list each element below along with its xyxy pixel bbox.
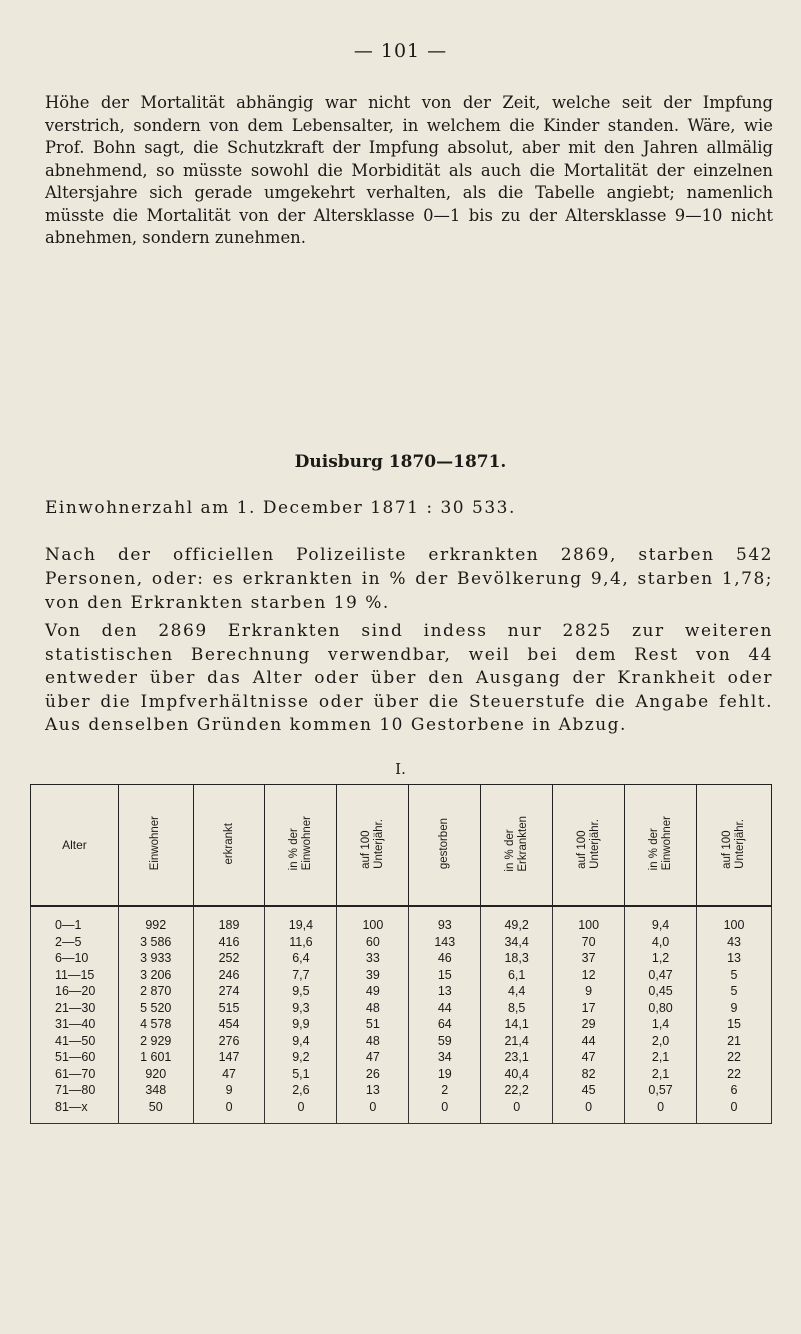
value-cell: 5,1 [265, 1066, 337, 1083]
value-cell: 47 [337, 1049, 409, 1066]
value-cell: 4,0 [625, 934, 697, 951]
value-cell: 39 [337, 967, 409, 984]
value-cell: 33 [337, 950, 409, 967]
age-cell: 6—10 [31, 950, 119, 967]
column-header [553, 785, 625, 907]
table-row [31, 1099, 772, 1124]
column-header [697, 785, 772, 907]
table-row [31, 983, 772, 1000]
value-cell: 0 [481, 1099, 553, 1124]
value-cell: 22,2 [481, 1082, 553, 1099]
value-cell: 0,57 [625, 1082, 697, 1099]
value-cell: 49 [337, 983, 409, 1000]
value-cell: 9,4 [625, 906, 697, 934]
value-cell: 43 [697, 934, 772, 951]
value-cell: 7,7 [265, 967, 337, 984]
value-cell: 252 [193, 950, 265, 967]
value-cell: 0 [337, 1099, 409, 1124]
value-cell: 0,45 [625, 983, 697, 1000]
value-cell: 8,5 [481, 1000, 553, 1017]
value-cell: 93 [409, 906, 481, 934]
value-cell: 147 [193, 1049, 265, 1066]
column-header [265, 785, 337, 907]
value-cell: 13 [697, 950, 772, 967]
value-cell: 11,6 [265, 934, 337, 951]
age-cell: 31—40 [31, 1016, 119, 1033]
age-cell: 16—20 [31, 983, 119, 1000]
column-header-label: in % der Einwohner [287, 816, 313, 871]
value-cell: 143 [409, 934, 481, 951]
value-cell: 0 [265, 1099, 337, 1124]
value-cell: 17 [553, 1000, 625, 1017]
value-cell: 454 [193, 1016, 265, 1033]
value-cell: 9 [193, 1082, 265, 1099]
paragraph-usable-cases: Von den 2869 Erkrankten sind indess nur 2825 zur weiteren statistischen Berechnung verwendbar, weil bei dem Rest von 44 entweder über das Alter oder über den Ausgang der Krankheit oder über die Impfverhältnisse oder über die Steuerstufe die Angabe fehlt. Aus denselben Gründen kommen 10 Gestorbene in Abzug. [45, 621, 773, 735]
column-header [409, 785, 481, 907]
value-cell: 60 [337, 934, 409, 951]
column-header [193, 785, 265, 907]
value-cell: 3 933 [118, 950, 193, 967]
value-cell: 50 [118, 1099, 193, 1124]
table-header-row [31, 785, 772, 907]
age-cell: 41—50 [31, 1033, 119, 1050]
value-cell: 6,4 [265, 950, 337, 967]
value-cell: 0 [409, 1099, 481, 1124]
section-heading-duisburg: Duisburg 1870—1871. [294, 452, 507, 472]
value-cell: 15 [409, 967, 481, 984]
value-cell: 246 [193, 967, 265, 984]
value-cell: 9,2 [265, 1049, 337, 1066]
value-cell: 2,0 [625, 1033, 697, 1050]
value-cell: 2 870 [118, 983, 193, 1000]
value-cell: 0,47 [625, 967, 697, 984]
table-body [31, 906, 772, 1124]
value-cell: 100 [697, 906, 772, 934]
value-cell: 3 206 [118, 967, 193, 984]
value-cell: 2,6 [265, 1082, 337, 1099]
value-cell: 4,4 [481, 983, 553, 1000]
value-cell: 1,2 [625, 950, 697, 967]
value-cell: 9,9 [265, 1016, 337, 1033]
value-cell: 2 929 [118, 1033, 193, 1050]
value-cell: 9 [697, 1000, 772, 1017]
column-header-label: in % der Einwohner [647, 816, 673, 871]
value-cell: 21,4 [481, 1033, 553, 1050]
value-cell: 9,4 [265, 1033, 337, 1050]
value-cell: 18,3 [481, 950, 553, 967]
table-row [31, 1016, 772, 1033]
value-cell: 44 [409, 1000, 481, 1017]
age-cell: 71—80 [31, 1082, 119, 1099]
column-header-label: auf 100 Unterjähr. [359, 818, 385, 869]
value-cell: 3 586 [118, 934, 193, 951]
value-cell: 189 [193, 906, 265, 934]
value-cell: 348 [118, 1082, 193, 1099]
age-cell: 21—30 [31, 1000, 119, 1017]
age-cell: 61—70 [31, 1066, 119, 1083]
column-header-label: auf 100 Unterjähr. [721, 818, 747, 869]
value-cell: 416 [193, 934, 265, 951]
value-cell: 100 [337, 906, 409, 934]
table-row [31, 934, 772, 951]
paragraph-police-list: Nach der officiellen Polizeiliste erkrankten 2869, starben 542 Personen, oder: es erkrankten in % der Bevölkerung 9,4, starben 1,78; von den Erkrankten starben 19 %. [45, 545, 773, 613]
value-cell: 48 [337, 1033, 409, 1050]
value-cell: 1,4 [625, 1016, 697, 1033]
column-header [337, 785, 409, 907]
age-cell: 11—15 [31, 967, 119, 984]
value-cell: 13 [337, 1082, 409, 1099]
table-row [31, 906, 772, 934]
value-cell: 59 [409, 1033, 481, 1050]
value-cell: 23,1 [481, 1049, 553, 1066]
table-row [31, 1049, 772, 1066]
value-cell: 40,4 [481, 1066, 553, 1083]
value-cell: 46 [409, 950, 481, 967]
value-cell: 82 [553, 1066, 625, 1083]
page-number: — 101 — [353, 40, 448, 62]
value-cell: 21 [697, 1033, 772, 1050]
value-cell: 0 [625, 1099, 697, 1124]
value-cell: 15 [697, 1016, 772, 1033]
age-cell: 81—x [31, 1099, 119, 1124]
table-row [31, 1082, 772, 1099]
value-cell: 44 [553, 1033, 625, 1050]
value-cell: 34 [409, 1049, 481, 1066]
age-cell: 2—5 [31, 934, 119, 951]
value-cell: 515 [193, 1000, 265, 1017]
table-row [31, 967, 772, 984]
column-header-label: Alter [62, 838, 87, 852]
column-header [31, 785, 119, 907]
value-cell: 992 [118, 906, 193, 934]
value-cell: 22 [697, 1049, 772, 1066]
value-cell: 1 601 [118, 1049, 193, 1066]
value-cell: 47 [193, 1066, 265, 1083]
value-cell: 2,1 [625, 1049, 697, 1066]
value-cell: 19,4 [265, 906, 337, 934]
value-cell: 70 [553, 934, 625, 951]
value-cell: 0 [697, 1099, 772, 1124]
statistics-table [30, 784, 772, 1124]
value-cell: 274 [193, 983, 265, 1000]
column-header [118, 785, 193, 907]
value-cell: 9,5 [265, 983, 337, 1000]
value-cell: 34,4 [481, 934, 553, 951]
value-cell: 100 [553, 906, 625, 934]
column-header-label: erkrankt [222, 822, 235, 865]
column-header [481, 785, 553, 907]
value-cell: 2 [409, 1082, 481, 1099]
value-cell: 26 [337, 1066, 409, 1083]
value-cell: 9 [553, 983, 625, 1000]
value-cell: 12 [553, 967, 625, 984]
value-cell: 5 520 [118, 1000, 193, 1017]
value-cell: 51 [337, 1016, 409, 1033]
column-header-label: auf 100 Unterjähr. [575, 818, 601, 869]
column-header [625, 785, 697, 907]
age-cell: 0—1 [31, 906, 119, 934]
value-cell: 47 [553, 1049, 625, 1066]
value-cell: 0 [553, 1099, 625, 1124]
table-label: I. [395, 760, 406, 778]
column-header-label: gestorben [438, 817, 451, 870]
column-header-label: Einwohner [149, 816, 162, 871]
value-cell: 22 [697, 1066, 772, 1083]
value-cell: 2,1 [625, 1066, 697, 1083]
value-cell: 5 [697, 967, 772, 984]
value-cell: 0,80 [625, 1000, 697, 1017]
paragraph-mortality-age: Höhe der Mortalität abhängig war nicht von der Zeit, welche seit der Impfung verstrich, sondern von dem Lebensalter, in welchem die Kinder standen. Wäre, wie Prof. Bohn sagt, die Schutzkraft der Impfung absolut, aber mit den Jahren allmälig abnehmend, so müsste sowohl die Morbidität als auch die Mortalität der einzelnen Altersjahre sich gerade umgekehrt verhalten, als die Tabelle angiebt; namenlich müsste die Mortalität von der Altersklasse 0—1 bis zu der Altersklasse 9—10 nicht abnehmen, sondern zunehmen. [45, 93, 773, 247]
value-cell: 920 [118, 1066, 193, 1083]
value-cell: 6,1 [481, 967, 553, 984]
value-cell: 276 [193, 1033, 265, 1050]
value-cell: 37 [553, 950, 625, 967]
value-cell: 13 [409, 983, 481, 1000]
value-cell: 9,3 [265, 1000, 337, 1017]
value-cell: 29 [553, 1016, 625, 1033]
value-cell: 5 [697, 983, 772, 1000]
value-cell: 64 [409, 1016, 481, 1033]
value-cell: 49,2 [481, 906, 553, 934]
table-row [31, 1000, 772, 1017]
column-header-label: in % der Erkrankten [503, 815, 529, 872]
value-cell: 45 [553, 1082, 625, 1099]
table-row [31, 950, 772, 967]
value-cell: 48 [337, 1000, 409, 1017]
value-cell: 6 [697, 1082, 772, 1099]
table-row [31, 1066, 772, 1083]
value-cell: 4 578 [118, 1016, 193, 1033]
value-cell: 14,1 [481, 1016, 553, 1033]
value-cell: 19 [409, 1066, 481, 1083]
table-row [31, 1033, 772, 1050]
value-cell: 0 [193, 1099, 265, 1124]
population-line: Einwohnerzahl am 1. December 1871 : 30 533. [45, 498, 516, 518]
age-cell: 51—60 [31, 1049, 119, 1066]
